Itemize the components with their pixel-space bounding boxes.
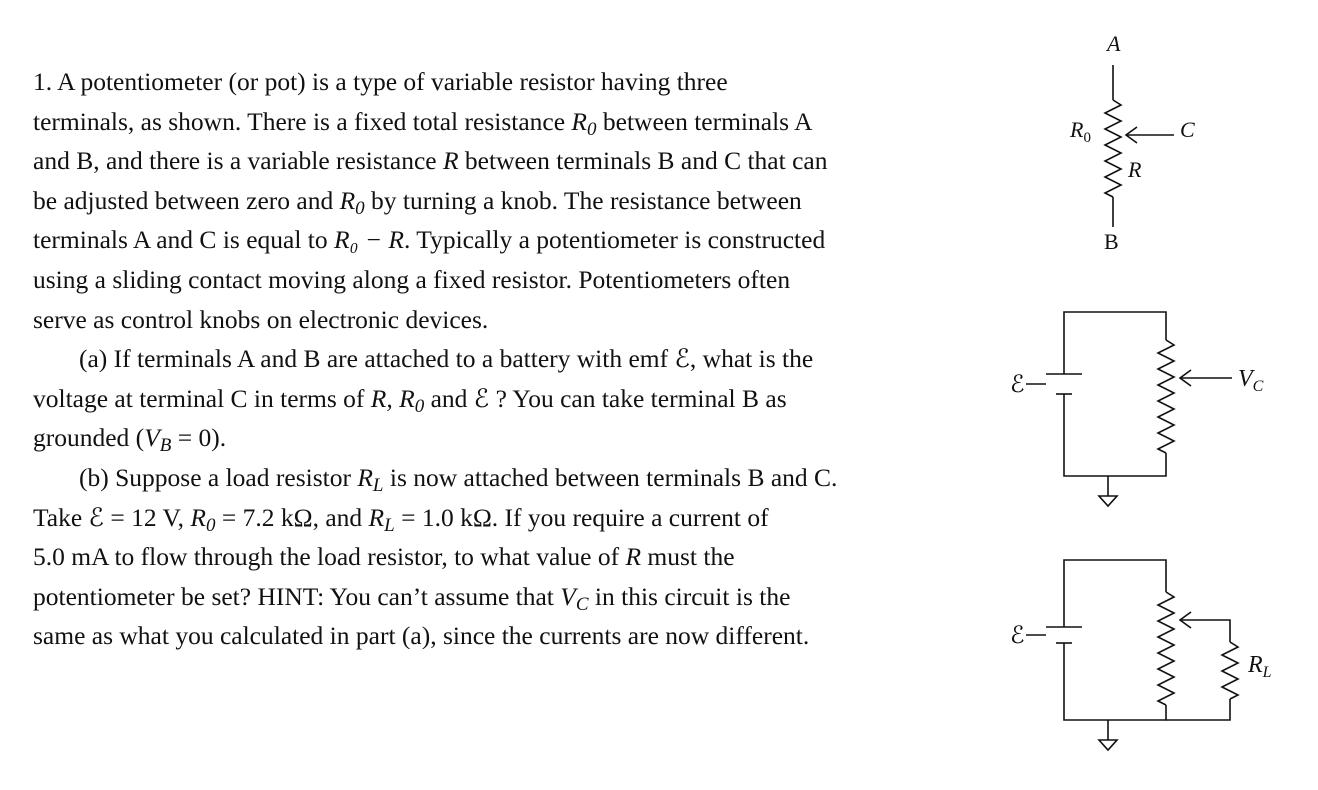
label-R0-main: R bbox=[1070, 117, 1084, 142]
vc-label bbox=[1238, 366, 1264, 395]
potentiometer-diagram bbox=[1050, 25, 1210, 265]
part-b-line-4: potentiometer be set? HINT: You can’t assume that VC in this circuit is the bbox=[33, 581, 791, 615]
circuit-2-diagram bbox=[1000, 550, 1300, 770]
part-a-line-2: voltage at terminal C in terms of R, R0 and ℰ ? You can take terminal B as bbox=[33, 383, 787, 417]
label-B: B bbox=[1104, 229, 1119, 254]
circuit-1-diagram bbox=[1000, 300, 1300, 520]
rl-label-sub: L bbox=[1262, 664, 1272, 681]
part-b-line-2: Take ℰ = 12 V, R0 = 7.2 kΩ, and RL = 1.0 kΩ. If you require a current of bbox=[33, 502, 769, 536]
label-R0-sub: 0 bbox=[1083, 130, 1091, 146]
label-C: C bbox=[1180, 117, 1195, 142]
intro-line-3: and B, and there is a variable resistance R between terminals B and C that can bbox=[33, 146, 828, 176]
part-b-line-5: same as what you calculated in part (a), since the currents are now different. bbox=[33, 621, 810, 651]
label-R0 bbox=[1069, 117, 1091, 146]
vc-label-main: V bbox=[1238, 366, 1253, 392]
part-b-line-3: 5.0 mA to flow through the load resistor, to what value of R must the bbox=[33, 542, 735, 572]
part-b-line-1: (b) Suppose a load resistor RL is now attached between terminals B and C. bbox=[79, 462, 838, 496]
intro-line-6: using a sliding contact moving along a fixed resistor. Potentiometers often bbox=[33, 264, 791, 294]
label-A: A bbox=[1107, 31, 1121, 56]
intro-line-2: terminals, as shown. There is a fixed total resistance R0 between terminals A bbox=[33, 106, 813, 140]
emf-label-1: ℰ bbox=[1010, 372, 1025, 398]
intro-line-4: be adjusted between zero and R0 by turning a knob. The resistance between bbox=[33, 185, 802, 219]
part-a-line-3: grounded (VB = 0). bbox=[33, 423, 227, 457]
vc-label-sub: C bbox=[1252, 378, 1264, 395]
part-a-line-1: (a) If terminals A and B are attached to a battery with emf ℰ, what is the bbox=[79, 344, 814, 374]
rl-label bbox=[1247, 652, 1272, 681]
intro-line-7: serve as control knobs on electronic devices. bbox=[33, 304, 489, 334]
emf-label-2: ℰ bbox=[1010, 623, 1025, 649]
problem-text bbox=[33, 62, 973, 656]
rl-label-main: R bbox=[1248, 652, 1263, 678]
intro-line-1: 1. A potentiometer (or pot) is a type of variable resistor having three bbox=[33, 67, 728, 96]
intro-line-5: terminals A and C is equal to R₀ − R. Typically a potentiometer is constructed bbox=[33, 225, 826, 255]
label-R: R bbox=[1128, 157, 1142, 182]
